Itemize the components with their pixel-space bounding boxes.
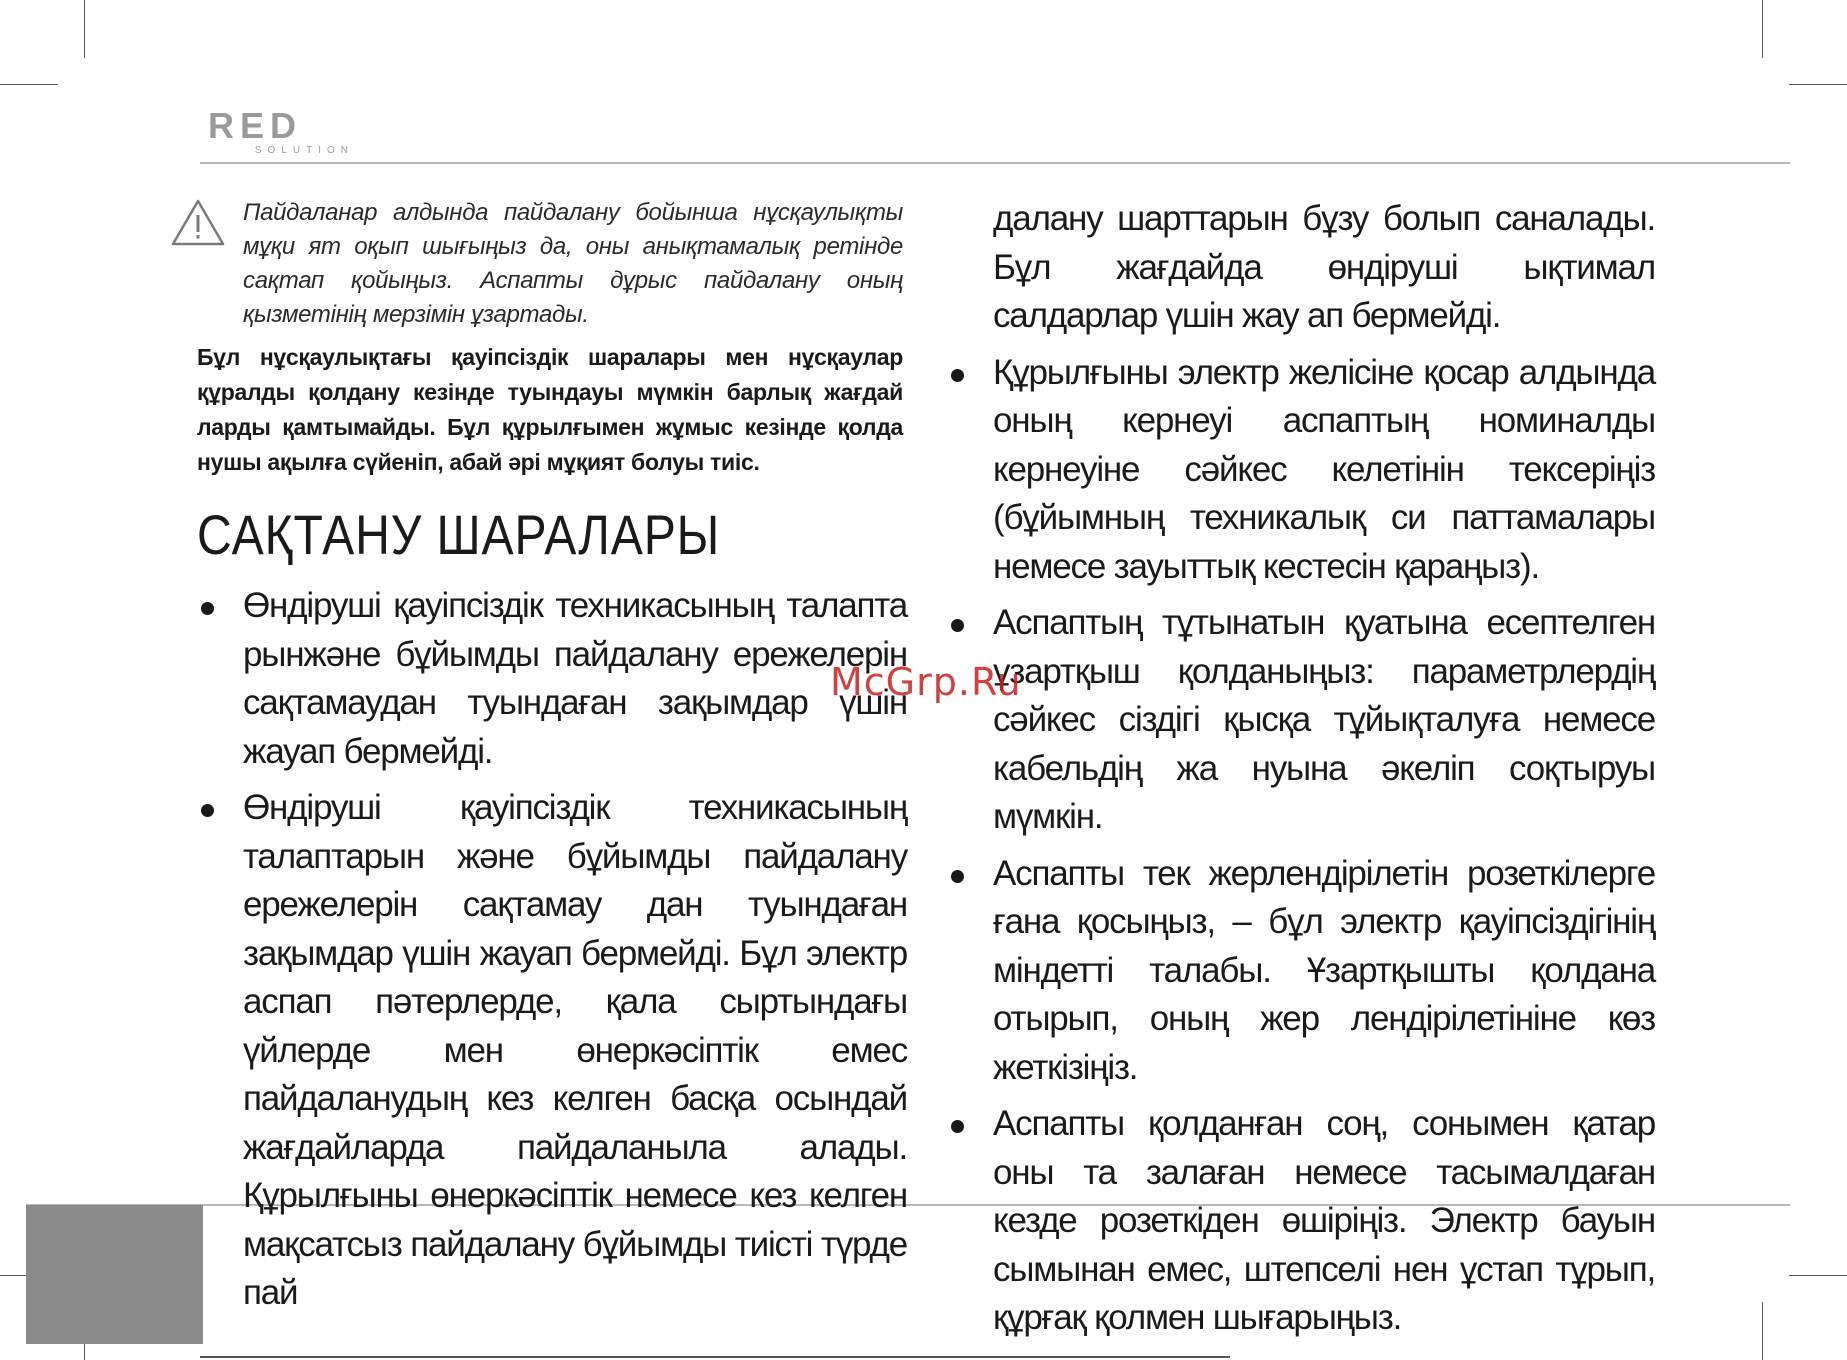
list-item — [197, 784, 907, 1318]
right-bullet-list — [947, 349, 1655, 1343]
bullet-dot — [951, 619, 964, 632]
footer-page-block — [26, 1205, 203, 1344]
warning-text: Пайдаланар алдында пайдалану бойынша нұсқаулықты мұқи ят оқып шығыңыз да, оны анықтамалық ретінде сақтап қойыңыз. Аспапты дұрыс пайдалану оның қызметінің мерзімін ұзартады. — [243, 199, 903, 328]
list-item-text: Аспапты тек жерлендірілетін розеткілерге ғана қосыңыз, – бұл электр қауіпсіздігінің міндетті талабы. Ұзартқышты қолдана отырып, оның жер лендірілетініне көз жеткізіңіз. — [993, 853, 1655, 1087]
bottom-rule — [200, 1356, 1230, 1358]
bullet-dot — [201, 804, 214, 817]
crop-mark — [1762, 1302, 1763, 1360]
warning-triangle-icon — [170, 198, 226, 248]
brand-logo — [208, 105, 354, 156]
list-item-text: Аспапты қолданған соң, сонымен қатар оны та залаған немесе тасымалдаған кезде розеткіден өшіріңіз. Электр бауын сымынан емес, штепселі нен ұстап тұрып, құрғақ қолмен шығарыңыз. — [993, 1104, 1655, 1337]
crop-mark — [1789, 84, 1847, 85]
bullet-dot — [951, 1120, 964, 1133]
watermark: McGrp.Ru — [830, 660, 1022, 704]
logo-subtitle: SOLUTION — [254, 145, 354, 156]
logo-wordmark: RED — [208, 105, 303, 146]
list-item — [947, 850, 1655, 1093]
bullet-dot — [951, 369, 964, 382]
list-item-text: Аспаптың тұтынатын қуатына есептелген ұзартқыш қолданыңыз: параметрлердің сәйкес сіздігі қысқа тұйықталуға немесе кабельдің жа нуына әкеліп соқтыруы мүмкін. — [993, 603, 1655, 836]
safety-note: Бұл нұсқаулықтағы қауіпсіздік шаралары мен нұсқаулар құралды қолдану кезінде туындауы мүмкін барлық жағдай ларды қамтымайды. Бұл құрылғымен жұмыс кезінде қолда нушы ақылға сүйеніп, абай әрі мұқият болуы тиіс. — [197, 344, 903, 475]
crop-mark — [1762, 0, 1763, 58]
list-item — [947, 599, 1655, 842]
header-rule — [200, 162, 1790, 164]
bullet-dot — [201, 602, 214, 615]
right-column — [947, 195, 1655, 1351]
left-column — [197, 582, 907, 1326]
list-item — [197, 582, 907, 776]
list-item — [947, 349, 1655, 592]
crop-mark — [1789, 1275, 1847, 1276]
list-item-text: Құрылғыны электр желісіне қосар алдында оның кернеуі аспаптың номиналды кернеуіне сәйкес келетінін тексеріңіз (бұйымның техникалық си паттамалары немесе зауыттық кестесін қараңыз). — [993, 352, 1655, 586]
left-bullet-list — [197, 582, 907, 1318]
list-item — [947, 1100, 1655, 1343]
list-item-text: Өндіруші қауіпсіздік техникасының талаптарын және бұйымды пайдалану ережелерін сақтамау дан туындаған зақымдар үшін жауап бермейді. Бұл электр аспап пәтерлерде, қала сыртындағы үйлерде мен өнеркәсіптік емес пайдаланудың кез келген басқа осындай жағдайларда пайдаланыла алады. Құрылғыны өнеркәсіптік немесе кез келген мақсатсыз пайдалану бұйымды тиісті түрде пай — [243, 788, 907, 1312]
crop-mark — [0, 84, 58, 85]
bullet-dot — [951, 870, 964, 883]
crop-mark — [84, 0, 85, 58]
section-title: САҚТАНУ ШАРАЛАРЫ — [197, 503, 721, 566]
continuation-paragraph: далану шарттарын бұзу болып саналады. Бұл жағдайда өндіруші ықтимал салдарлар үшін жау ап бермейді. — [993, 199, 1655, 335]
list-item-text: Өндіруші қауіпсіздік техникасының талапта рынжәне бұйымды пайдалану ережелерін сақтамаудан туындаған зақымдар үшін жауап бермейді. — [243, 586, 907, 771]
